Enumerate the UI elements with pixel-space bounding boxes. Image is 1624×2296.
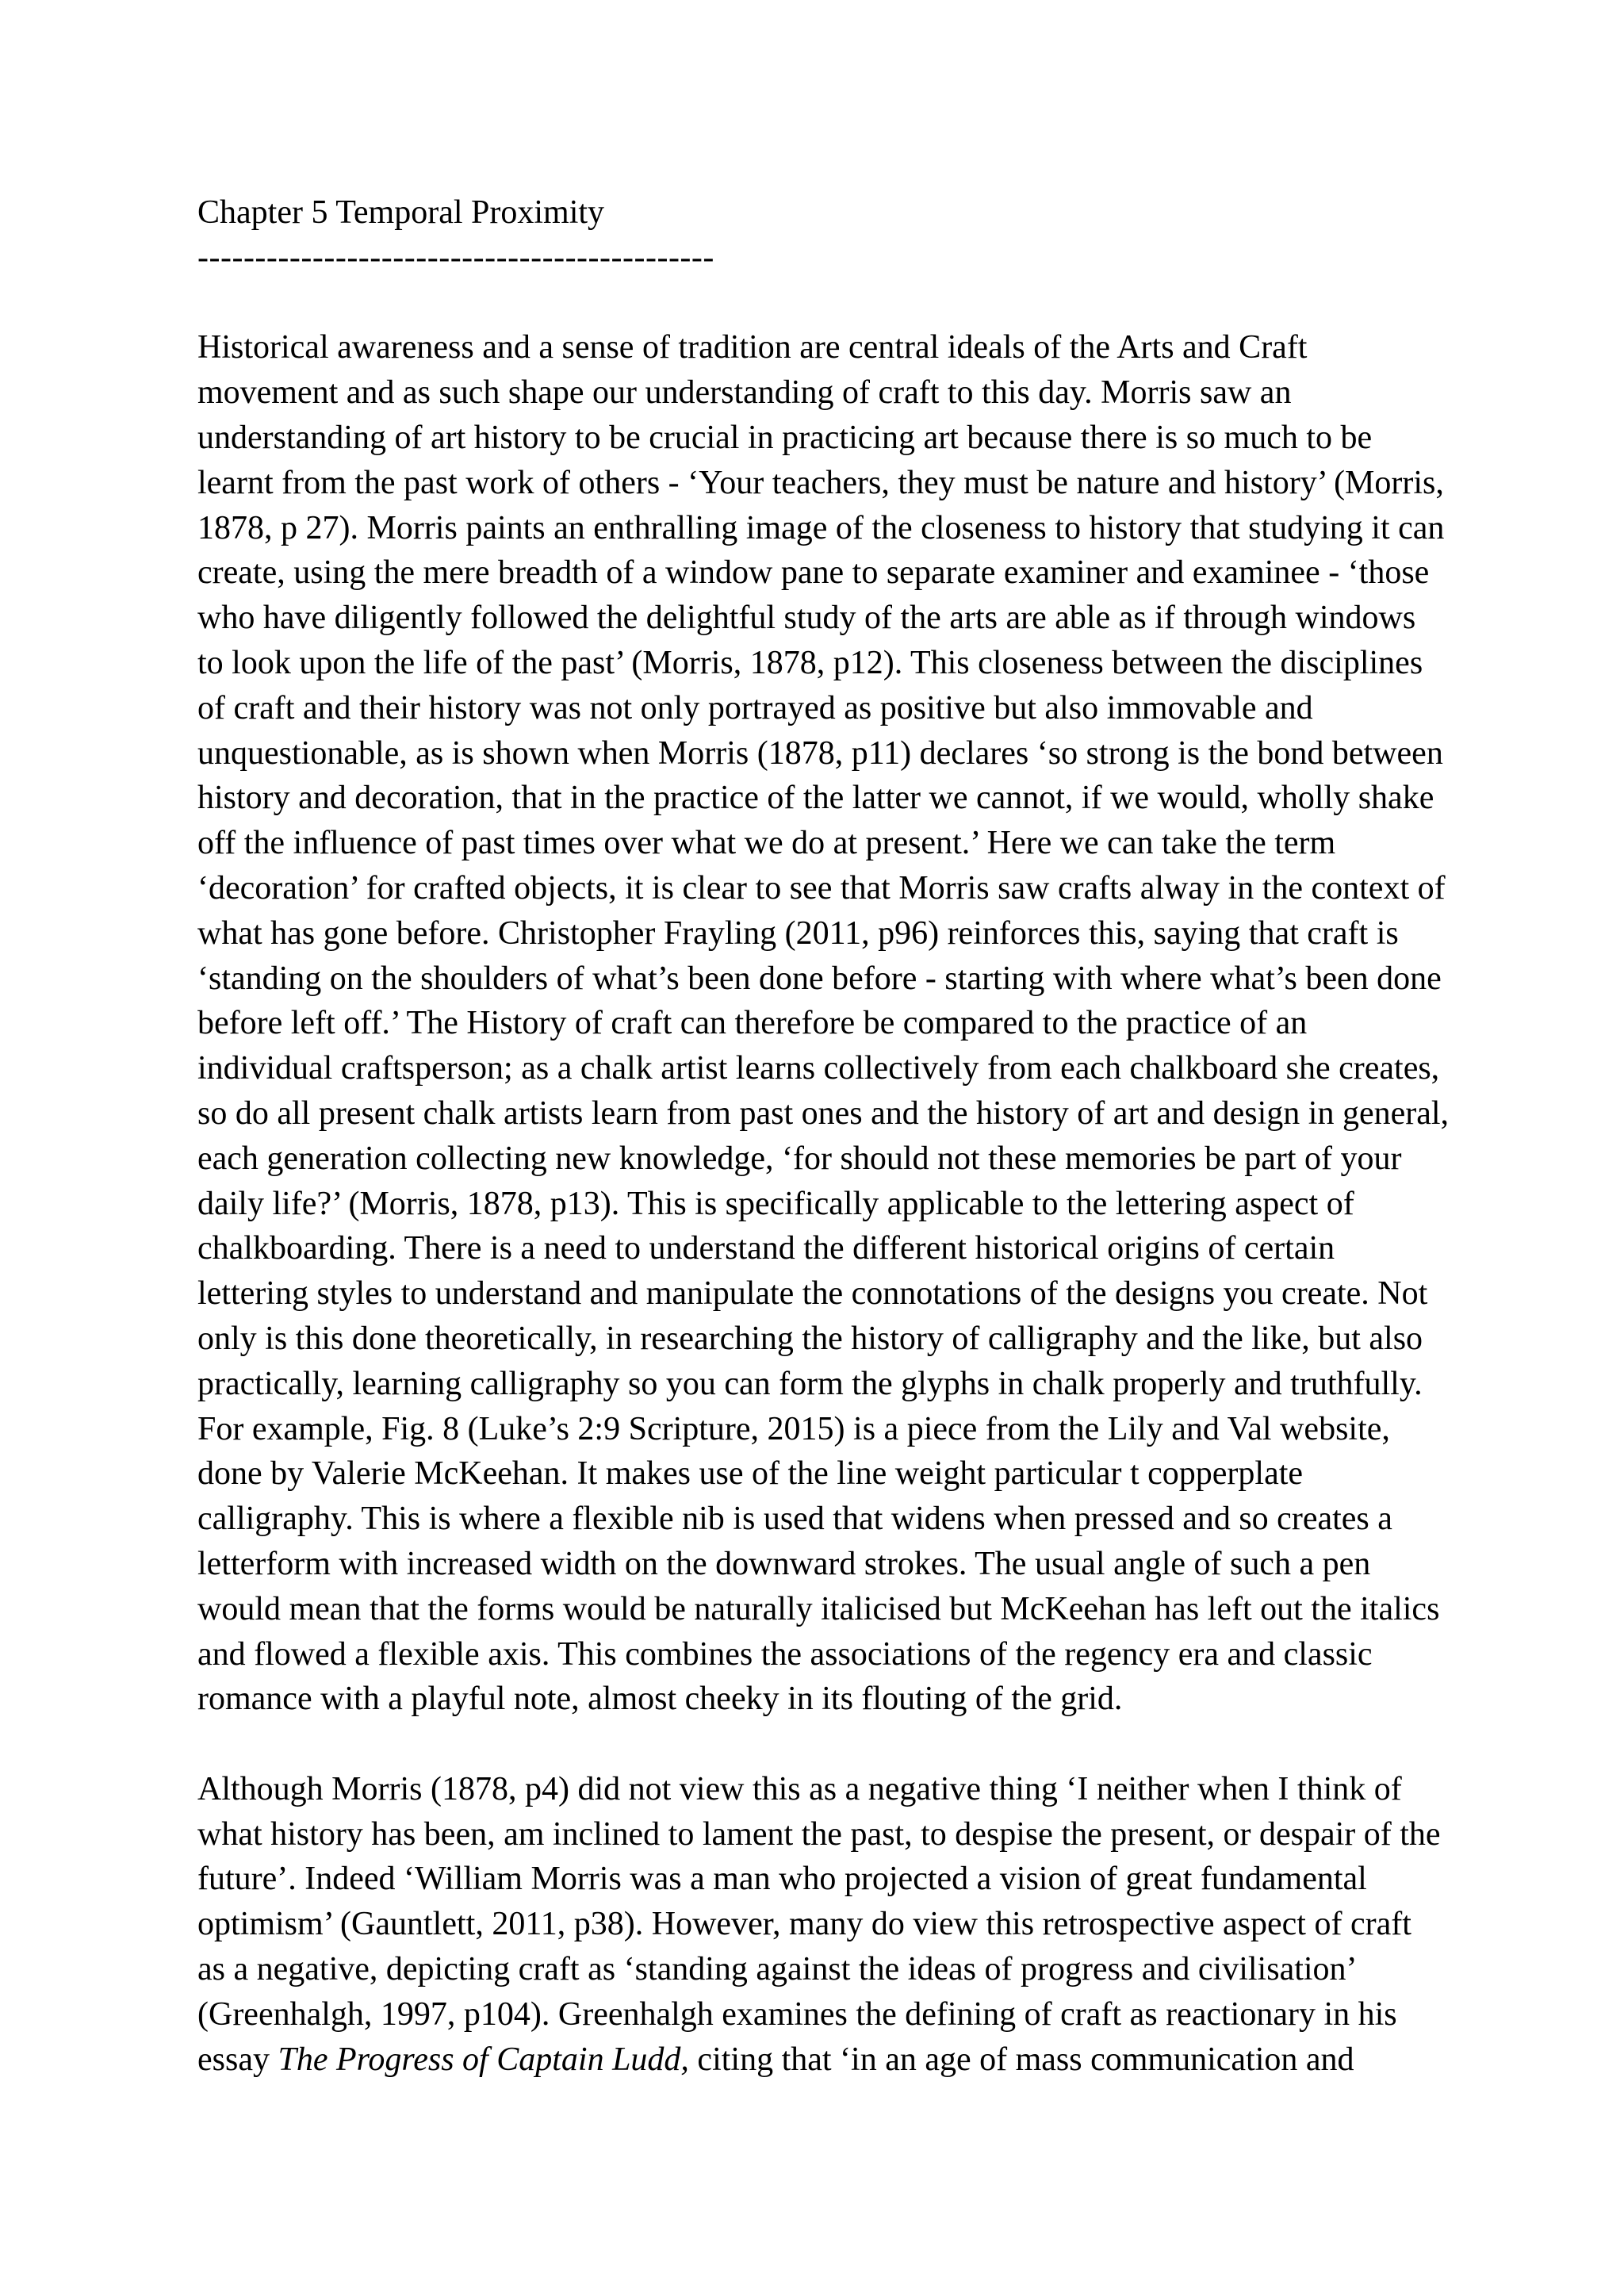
text-line: and flowed a flexible axis. This combines the associations of the regency era and classic — [197, 1635, 1373, 1673]
title-underline-rule: --------------------------------------------- — [197, 239, 714, 276]
text-line: ‘decoration’ for crafted objects, it is clear to see that Morris saw crafts alway in the context of — [197, 869, 1446, 907]
text-line-with-italic-title — [197, 2037, 1442, 2083]
paragraph-spacer — [197, 1722, 1442, 1767]
text-fragment: citing that ‘in an age of mass communication and — [688, 2041, 1354, 2078]
paragraph-1 — [197, 325, 1450, 1722]
text-line: (Greenhalgh, 1997, p104). Greenhalgh examines the defining of craft as reactionary in his — [197, 1995, 1397, 2033]
text-line: understanding of art history to be crucial in practicing art because there is so much to be — [197, 419, 1373, 456]
text-line: create, using the mere breadth of a window pane to separate examiner and examinee - ‘those — [197, 554, 1430, 592]
text-line: unquestionable, as is shown when Morris (1878, p11) declares ‘so strong is the bond between — [197, 734, 1443, 772]
text-line: to look upon the life of the past’ (Morris, 1878, p12). This closeness between the disciplines — [197, 644, 1423, 681]
text-line: 1878, p 27). Morris paints an enthralling image of the closeness to history that studying it can — [197, 509, 1445, 546]
text-line: what history has been, am inclined to lament the past, to despise the present, or despair of the — [197, 1815, 1441, 1853]
text-line: before left off.’ The History of craft can therefore be compared to the practice of an — [197, 1005, 1308, 1042]
text-line: of craft and their history was not only portrayed as positive but also immovable and — [197, 689, 1313, 726]
text-fragment: essay — [197, 2041, 278, 2078]
text-line: movement and as such shape our understanding of craft to this day. Morris saw an — [197, 374, 1292, 412]
text-line: who have diligently followed the delightful study of the arts are able as if through windows — [197, 600, 1416, 637]
paragraph-2 — [197, 1767, 1442, 2083]
text-line: as a negative, depicting craft as ‘standing against the ideas of progress and civilisation’ — [197, 1951, 1358, 1988]
document-body — [197, 190, 1450, 2082]
text-line: off the influence of past times over what we do at present.’ Here we can take the term — [197, 825, 1336, 862]
text-line: Although Morris (1878, p4) did not view this as a negative thing ‘I neither when I think of — [197, 1770, 1402, 1807]
text-line: calligraphy. This is where a flexible nib is used that widens when pressed and so creates a — [197, 1501, 1392, 1538]
text-line: optimism’ (Gauntlett, 2011, p38). However, many do view this retrospective aspect of craft — [197, 1906, 1411, 1943]
text-line: daily life?’ (Morris, 1878, p13). This is specifically applicable to the lettering aspect of — [197, 1185, 1354, 1222]
text-line: each generation collecting new knowledge, ‘for should not these memories be part of your — [197, 1140, 1402, 1177]
text-line: practically, learning calligraphy so you can form the glyphs in chalk properly and truthfully. — [197, 1365, 1423, 1402]
text-line: chalkboarding. There is a need to understand the different historical origins of certain — [197, 1230, 1335, 1267]
text-line: only is this done theoretically, in researching the history of calligraphy and the like, but also — [197, 1320, 1423, 1357]
text-line: individual craftsperson; as a chalk artist learns collectively from each chalkboard she creates, — [197, 1050, 1440, 1087]
text-line: done by Valerie McKeehan. It makes use of the line weight particular t copperplate — [197, 1455, 1304, 1493]
essay-title-italic: The Progress of Captain Ludd, — [278, 2041, 689, 2078]
text-line: would mean that the forms would be naturally italicised but McKeehan has left out the italics — [197, 1590, 1440, 1627]
text-line: history and decoration, that in the practice of the latter we cannot, if we would, wholly shake — [197, 780, 1434, 817]
text-line: what has gone before. Christopher Frayling (2011, p96) reinforces this, saying that craft is — [197, 914, 1399, 952]
text-line: ‘standing on the shoulders of what’s been done before - starting with where what’s been done — [197, 960, 1442, 997]
text-line: so do all present chalk artists learn from past ones and the history of art and design in general, — [197, 1094, 1450, 1132]
text-line: lettering styles to understand and manipulate the connotations of the designs you create. Not — [197, 1275, 1428, 1313]
text-line: romance with a playful note, almost cheeky in its flouting of the grid. — [197, 1681, 1123, 1718]
text-line: learnt from the past work of others - ‘Your teachers, they must be nature and history’ (Morris, — [197, 464, 1444, 501]
text-line: future’. Indeed ‘William Morris was a man who projected a vision of great fundamental — [197, 1861, 1367, 1898]
spacer — [197, 281, 1442, 326]
text-line: For example, Fig. 8 (Luke’s 2:9 Scripture, 2015) is a piece from the Lily and Val website, — [197, 1410, 1390, 1447]
chapter-title: Chapter 5 Temporal Proximity — [197, 194, 605, 231]
text-line: Historical awareness and a sense of tradition are central ideals of the Arts and Craft — [197, 329, 1308, 366]
text-line: letterform with increased width on the downward strokes. The usual angle of such a pen — [197, 1545, 1371, 1582]
